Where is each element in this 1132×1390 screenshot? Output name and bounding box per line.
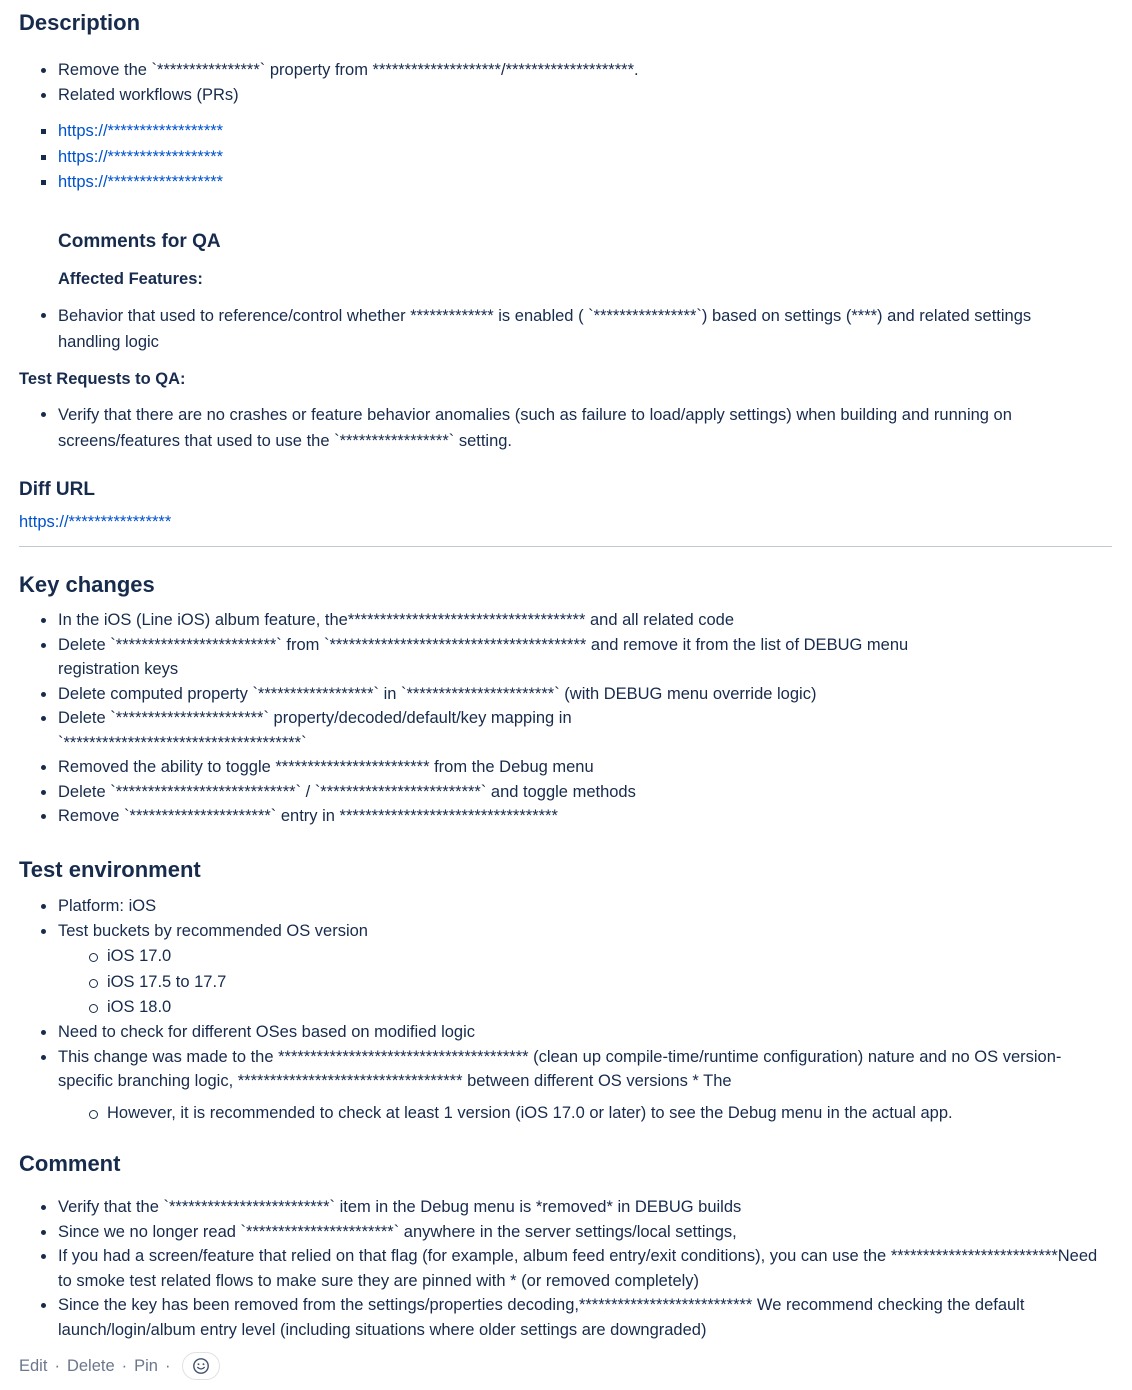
test-environment-list-2 [19, 1020, 1109, 1094]
affected-features-list [19, 303, 1079, 355]
os-version-item: iOS 17.0 [19, 944, 419, 970]
list-item: Since we no longer read `***********************` anywhere in the server settings/local settings, [19, 1220, 1109, 1245]
list-item [19, 170, 619, 196]
comment-actions [19, 1352, 220, 1380]
list-item: If you had a screen/feature that relied on that flag (for example, album feed entry/exit conditions), you can use the **************************Need to smoke test related flows to make sure they are pinned with * (or removed completely) [19, 1244, 1099, 1293]
list-item: Since the key has been removed from the settings/properties decoding,*************************** We recommend checking the default launch/login/album entry level (including situations where older settings are downgraded) [19, 1293, 1099, 1342]
diff-url-link[interactable]: https://**************** [19, 513, 172, 531]
delete-action[interactable]: Delete [66, 1356, 115, 1375]
list-item: Behavior that used to reference/control whether ************* is enabled ( `****************`) based on settings (****) and related settings handling logic [19, 303, 1079, 355]
list-item: In the iOS (Line iOS) album feature, the************************************* and all related code [19, 608, 1019, 633]
list-item: Related workflows (PRs) [19, 83, 1112, 108]
list-item: Verify that there are no crashes or feature behavior anomalies (such as failure to load/apply settings) when building and running on screens/features that used to use the `*****************` setting. [19, 402, 1059, 454]
comment-list [19, 1195, 1109, 1342]
list-item: Delete computed property `******************` in `***********************` (with DEBUG menu override logic) [19, 682, 1019, 707]
list-item: Delete `*************************` from `**************************************** and remove it from the list of DEBUG menu registration keys [19, 633, 979, 682]
list-item: Platform: iOS [19, 894, 1109, 919]
smile-emoji-icon [192, 1357, 210, 1375]
os-version-list [19, 944, 419, 1021]
test-requests-heading: Test Requests to QA: [19, 370, 186, 388]
divider [19, 546, 1112, 547]
list-item: Removed the ability to toggle ************************ from the Debug menu [19, 755, 1019, 780]
pr-link[interactable]: https://****************** [58, 147, 224, 166]
edit-action[interactable]: Edit [19, 1356, 48, 1375]
test-requests-list [19, 402, 1059, 454]
list-item: Delete `****************************` / `*************************` and toggle methods [19, 780, 1019, 805]
list-item: Remove `**********************` entry in ********************************** [19, 804, 1019, 829]
pr-link[interactable]: https://****************** [58, 122, 224, 140]
action-separator: · [165, 1356, 171, 1375]
add-reaction-button[interactable] [182, 1352, 220, 1380]
test-environment-list [19, 894, 1109, 943]
qa-heading: Comments for QA [58, 231, 221, 252]
description-list [19, 58, 1112, 107]
list-item: Verify that the `*************************` item in the Debug menu is *removed* in DEBUG builds [19, 1195, 1109, 1220]
key-changes-heading: Key changes [19, 572, 155, 597]
list-item: Test buckets by recommended OS version [19, 919, 1109, 944]
list-item: Need to check for different OSes based on modified logic [19, 1020, 1109, 1045]
key-changes-list [19, 608, 1019, 829]
list-item [19, 119, 619, 145]
test-environment-heading: Test environment [19, 857, 201, 882]
comment-heading: Comment [19, 1151, 121, 1176]
list-item: This change was made to the *************************************** (clean up compile-time/runtime configuration) nature and no OS version-specific branching logic, *********************************** between different OS versions * The [19, 1045, 1094, 1094]
os-version-item: iOS 17.5 to 17.7 [19, 970, 419, 996]
pr-link[interactable]: https://****************** [58, 173, 224, 191]
action-separator: · [54, 1356, 60, 1375]
description-heading: Description [19, 10, 141, 35]
list-item: Delete `***********************` property/decoded/default/key mapping in `*************************************` [19, 706, 719, 755]
diff-url-heading: Diff URL [19, 479, 95, 500]
pr-links-list [19, 119, 619, 196]
action-separator: · [121, 1356, 128, 1375]
os-version-item: iOS 18.0 [19, 995, 419, 1021]
list-item: Remove the `****************` property from ********************/********************. [19, 58, 1112, 83]
list-item [19, 145, 619, 171]
list-item: However, it is recommended to check at least 1 version (iOS 17.0 or later) to see the Debug menu in the actual app. [19, 1101, 1109, 1126]
pin-action[interactable]: Pin [134, 1356, 158, 1375]
affected-features-heading: Affected Features: [58, 270, 203, 288]
however-list [19, 1101, 1109, 1126]
